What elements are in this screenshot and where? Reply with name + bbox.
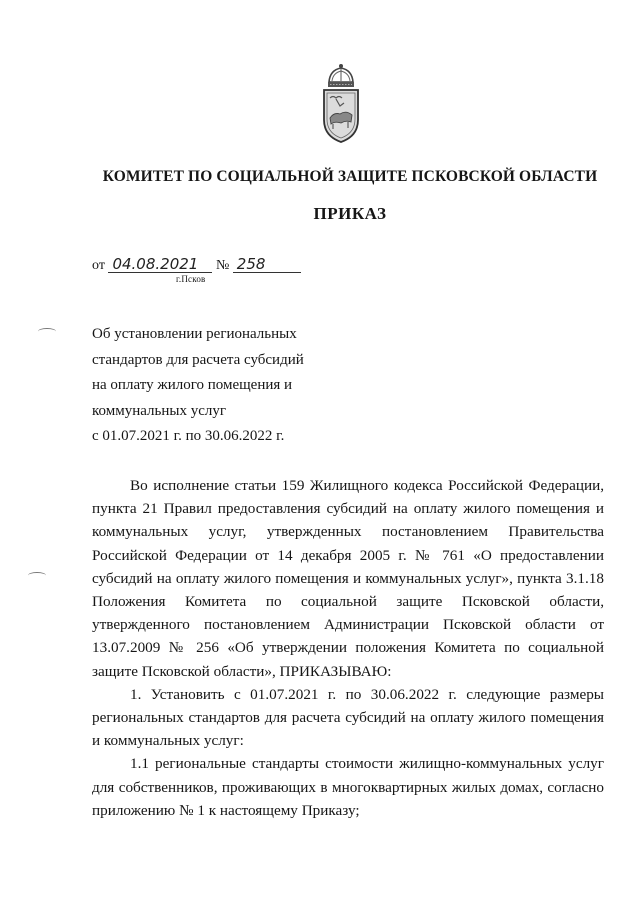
punch-hole-mark bbox=[28, 572, 46, 579]
order-body bbox=[92, 474, 604, 822]
city-label: г.Псков bbox=[176, 274, 206, 284]
preamble-paragraph: Во исполнение статьи 159 Жилищного кодекса Российской Федерации, пункта 21 Правил предоставления субсидий на оплату жилого помещения и коммунальных услуг, утвержденных постановлением Правительства Российской Федерации от 14 декабря 2005 г. № 761 «О предоставлении субсидий на оплату жилого помещения и коммунальных услуг», пункта 3.1.18 Положения Комитета по социальной защите Псковской области, утвержденного постановлением Администрации Псковской области от 13.07.2009 № 256 «Об утверждении положения Комитета по социальной защите Псковской области», ПРИКАЗЫВАЮ: bbox=[92, 477, 604, 680]
number-prefix: № bbox=[215, 258, 230, 273]
pskov-coat-of-arms-icon bbox=[318, 62, 364, 146]
item-1-1-paragraph: 1.1 региональные стандарты стоимости жилищно-коммунальных услуг для собственников, проживающих в многоквартирных жилых домах, согласно приложению № 1 к настоящему Приказу; bbox=[92, 755, 604, 819]
subject-line: стандартов для расчета субсидий bbox=[92, 351, 304, 368]
punch-hole-mark bbox=[38, 328, 56, 335]
organization-name: КОМИТЕТ ПО СОЦИАЛЬНОЙ ЗАЩИТЕ ПСКОВСКОЙ ОБЛАСТИ bbox=[102, 168, 598, 185]
subject-line: на оплату жилого помещения и bbox=[92, 377, 293, 393]
date-prefix: от bbox=[92, 258, 105, 273]
document-type: ПРИКАЗ bbox=[313, 204, 387, 223]
handwritten-date: 04.08.2021 bbox=[108, 256, 212, 273]
subject-line: Об установлении региональных bbox=[92, 326, 297, 342]
handwritten-number: 258 bbox=[233, 256, 301, 273]
date-number-line bbox=[92, 256, 301, 274]
order-subject bbox=[92, 322, 304, 450]
subject-line: коммунальных услуг bbox=[92, 402, 227, 419]
item-1-paragraph: 1. Установить с 01.07.2021 г. по 30.06.2022 г. следующие размеры региональных стандартов для расчета субсидий на оплату жилого помещения и коммунальных услуг: bbox=[92, 685, 604, 750]
subject-line: с 01.07.2021 г. по 30.06.2022 г. bbox=[92, 428, 285, 444]
